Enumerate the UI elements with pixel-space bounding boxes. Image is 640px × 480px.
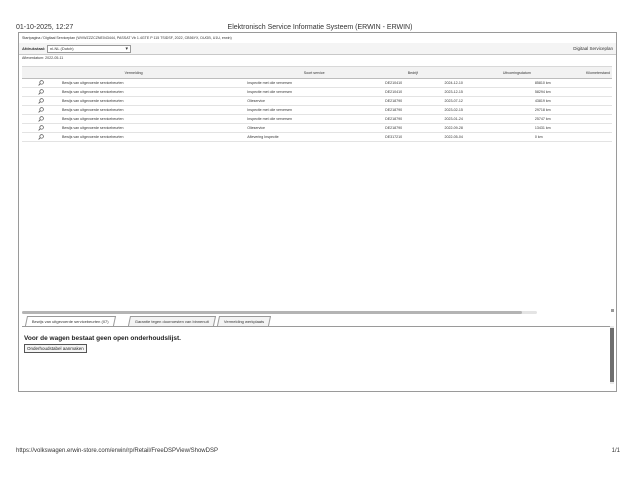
- print-page-number: 1/1: [611, 448, 620, 454]
- language-select[interactable]: [47, 45, 131, 53]
- magnifier-icon[interactable]: [38, 134, 44, 140]
- table-row[interactable]: [22, 88, 612, 97]
- row-company: DE218790: [383, 115, 442, 124]
- row-view-cell[interactable]: [22, 133, 60, 142]
- row-date: 2024-12-10: [442, 79, 532, 88]
- tab-label: Bewijs van uitgevoerde servicebeurten (07): [31, 319, 109, 324]
- row-company: DE317210: [383, 133, 442, 142]
- scroll-corner: [611, 309, 614, 312]
- table-row[interactable]: [22, 97, 612, 106]
- horizontal-scrollbar[interactable]: [22, 311, 537, 314]
- column-header-mileage[interactable]: Kilometerstand: [533, 67, 612, 79]
- table-row[interactable]: [22, 133, 612, 142]
- row-view-cell[interactable]: [22, 124, 60, 133]
- row-service-type: Olieservice: [245, 97, 383, 106]
- row-entry: Bewijs van uitgevoerde servicebeurten: [60, 79, 245, 88]
- table-row[interactable]: [22, 106, 612, 115]
- magnifier-icon[interactable]: [38, 80, 44, 86]
- tab-rust-warranty[interactable]: [128, 316, 216, 326]
- row-mileage: 13431 km: [533, 124, 612, 133]
- row-entry: Bewijs van uitgevoerde servicebeurten: [60, 124, 245, 133]
- print-title: Elektronisch Service Informatie Systeem (ERWIN - ERWIN): [227, 24, 413, 31]
- row-mileage: 29718 km: [533, 106, 612, 115]
- row-entry: Bewijs van uitgevoerde servicebeurten: [60, 115, 245, 124]
- row-service-type: Inspectie met olie verversen: [245, 106, 383, 115]
- magnifier-icon[interactable]: [38, 107, 44, 113]
- row-date: 2022-05-04: [442, 133, 532, 142]
- row-date: 2023-12-15: [442, 88, 532, 97]
- table-header-row: [22, 67, 612, 79]
- row-view-cell[interactable]: [22, 97, 60, 106]
- tab-service-proofs[interactable]: [25, 316, 116, 326]
- row-date: 2023-01-24: [442, 115, 532, 124]
- row-company: DE218790: [383, 106, 442, 115]
- row-entry: Bewijs van uitgevoerde servicebeurten: [60, 106, 245, 115]
- row-entry: Bewijs van uitgevoerde servicebeurten: [60, 133, 245, 142]
- magnifier-icon[interactable]: [38, 125, 44, 131]
- column-header-date[interactable]: Uitvoeringsdatum: [442, 67, 532, 79]
- breadcrumb[interactable]: Startpagina / Digitaal Serviceplan (WVWZZZCZNE043444, PASSAT Vb 1.4GTE P 115 TSIDSF, 2022, CB56YX, DUGB, U1U, erwin): [22, 36, 232, 40]
- row-company: DE210410: [383, 79, 442, 88]
- row-mileage: 43819 km: [533, 97, 612, 106]
- row-entry: Bewijs van uitgevoerde servicebeurten: [60, 88, 245, 97]
- chevron-down-icon: ▾: [125, 46, 128, 52]
- column-header-company[interactable]: Bedrijf: [383, 67, 442, 79]
- magnifier-icon[interactable]: [38, 116, 44, 122]
- magnifier-icon[interactable]: [38, 98, 44, 104]
- vertical-scrollbar[interactable]: [610, 326, 614, 384]
- vertical-scrollbar-thumb[interactable]: [610, 328, 614, 382]
- row-view-cell[interactable]: [22, 88, 60, 97]
- row-service-type: Inspectie met olie verversen: [245, 115, 383, 124]
- print-datetime: 01-10-2025, 12:27: [16, 24, 74, 31]
- row-service-type: Inspectie met olie verversen: [245, 79, 383, 88]
- row-mileage: 25747 km: [533, 115, 612, 124]
- service-plan-window: [18, 32, 617, 392]
- column-header-entry[interactable]: Vermelding: [22, 67, 245, 79]
- horizontal-scrollbar-thumb[interactable]: [22, 311, 522, 314]
- row-view-cell[interactable]: [22, 106, 60, 115]
- row-entry: Bewijs van uitgevoerde servicebeurten: [60, 97, 245, 106]
- row-company: DE218790: [383, 124, 442, 133]
- row-service-type: Olieservice: [245, 124, 383, 133]
- print-url: https://volkswagen.erwin-store.com/erwin/rp/Retail/FreeDSPView/ShowDSP: [16, 448, 218, 454]
- tab-label: Vermelding werkplaats: [223, 319, 265, 324]
- page-heading: Digitaal Serviceplan: [573, 46, 613, 51]
- tab-bar: [22, 316, 612, 327]
- row-company: DE210410: [383, 88, 442, 97]
- row-service-type: Aflevering Inspectie: [245, 133, 383, 142]
- language-select-value: nl-NL (Dutch): [50, 46, 74, 51]
- toolbar: [19, 43, 616, 55]
- tab-workshop-note[interactable]: [217, 316, 271, 326]
- row-date: 2023-07-12: [442, 97, 532, 106]
- row-service-type: Inspectie met olie verversen: [245, 88, 383, 97]
- tab-label: Garantie tegen doorroesten van binnenuit: [134, 319, 209, 324]
- row-mileage: 0 km: [533, 133, 612, 142]
- table-row[interactable]: [22, 124, 612, 133]
- magnifier-icon[interactable]: [38, 89, 44, 95]
- row-mileage: 85810 km: [533, 79, 612, 88]
- column-header-service[interactable]: Soort service: [245, 67, 383, 79]
- service-table: [22, 66, 612, 142]
- create-maintenance-table-button[interactable]: Onderhoudstabel aanmaken: [24, 344, 87, 353]
- table-row[interactable]: [22, 115, 612, 124]
- row-date: 2022-09-28: [442, 124, 532, 133]
- row-company: DE218790: [383, 97, 442, 106]
- row-view-cell[interactable]: [22, 115, 60, 124]
- maintenance-notice: Voor de wagen bestaat geen open onderhoudslijst.: [24, 335, 181, 342]
- row-mileage: 58294 km: [533, 88, 612, 97]
- printout-language-label: Afdrukstaal:: [22, 46, 46, 51]
- delivery-date: Afleverdatum: 2022-05-11: [22, 56, 64, 60]
- table-row[interactable]: [22, 79, 612, 88]
- row-date: 2023-02-15: [442, 106, 532, 115]
- row-view-cell[interactable]: [22, 79, 60, 88]
